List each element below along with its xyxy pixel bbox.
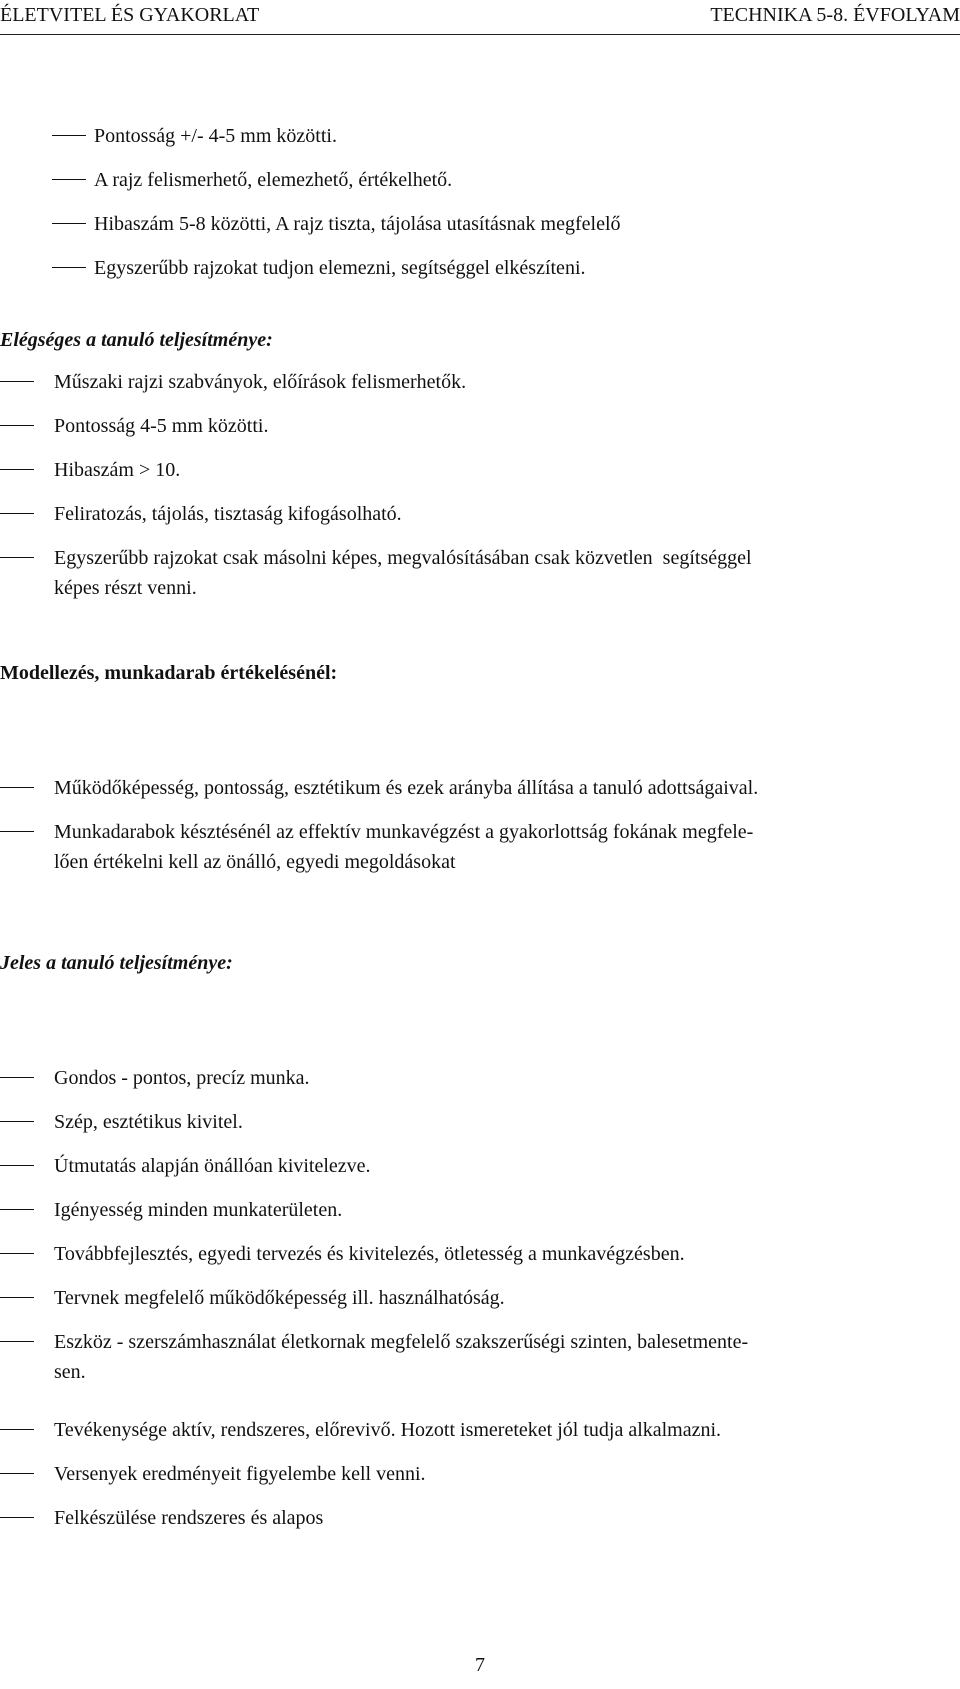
list-item: Működőképesség, pontosság, esztétikum és ezek arányba állítása a tanuló adottságaival. [0,773,960,817]
dash-bullet [52,135,86,136]
dash-bullet [52,223,86,224]
list-item: Gondos - pontos, precíz munka. [0,1063,960,1107]
list-item: Útmutatás alapján önállóan kivitelezve. [0,1151,960,1195]
page-number: 7 [475,1654,485,1676]
criteria-list-jeles [0,1063,960,1547]
list-item: Feliratozás, tájolás, tisztaság kifogásolható. [0,499,960,543]
section-heading-jeles: Jeles a tanuló teljesítménye: [0,952,233,974]
dash-bullet [0,557,34,558]
dash-bullet [0,1077,34,1078]
header-divider [0,34,960,35]
list-item: Pontosság +/- 4-5 mm közötti. [0,121,960,165]
dash-bullet [0,1121,34,1122]
dash-bullet [0,1165,34,1166]
list-item: Tervnek megfelelő működőképesség ill. használhatóság. [0,1283,960,1327]
list-item: Hibaszám 5-8 közötti, A rajz tiszta, tájolása utasításnak megfelelő [0,209,960,253]
list-item: Felkészülése rendszeres és alapos [0,1503,960,1547]
list-item: Egyszerűbb rajzokat tudjon elemezni, segítséggel elkészíteni. [0,253,960,297]
dash-bullet [0,469,34,470]
dash-bullet [0,425,34,426]
list-item: Szép, esztétikus kivitel. [0,1107,960,1151]
list-item: Eszköz - szerszámhasználat életkornak megfelelő szakszerűségi szinten, balesetmente- sen. [0,1327,960,1415]
section-heading-elegseges: Elégséges a tanuló teljesítménye: [0,329,273,351]
dash-bullet [0,831,34,832]
dash-bullet [0,381,34,382]
list-item: Pontosság 4-5 mm közötti. [0,411,960,455]
page-header [0,0,960,36]
criteria-list-continued [0,121,960,297]
list-item: Igényesség minden munkaterületen. [0,1195,960,1239]
dash-bullet [52,267,86,268]
dash-bullet [0,1209,34,1210]
list-item: Versenyek eredményeit figyelembe kell venni. [0,1459,960,1503]
dash-bullet [0,1429,34,1430]
dash-bullet [0,1473,34,1474]
list-item: Hibaszám > 10. [0,455,960,499]
dash-bullet [52,179,86,180]
section-heading-modellezes: Modellezés, munkadarab értékelésénél: [0,662,338,684]
list-item: Munkadarabok késztésénél az effektív munkavégzést a gyakorlottság fokának megfele- lően értékelni kell az önálló, egyedi megoldásokat [0,817,960,877]
list-item: Egyszerűbb rajzokat csak másolni képes, megvalósításában csak közvetlen segítséggel képes részt venni. [0,543,960,603]
list-item: Műszaki rajzi szabványok, előírások felismerhetők. [0,367,960,411]
dash-bullet [0,1297,34,1298]
criteria-list-modellezes [0,773,960,877]
dash-bullet [0,787,34,788]
header-subject: ÉLETVITEL ÉS GYAKORLAT [0,4,260,26]
criteria-list-elegseges [0,367,960,603]
dash-bullet [0,1517,34,1518]
list-item: A rajz felismerhető, elemezhető, értékelhető. [0,165,960,209]
list-item: Tevékenysége aktív, rendszeres, előrevivő. Hozott ismereteket jól tudja alkalmazni. [0,1415,960,1459]
dash-bullet [0,1341,34,1342]
dash-bullet [0,513,34,514]
dash-bullet [0,1253,34,1254]
list-item: Továbbfejlesztés, egyedi tervezés és kivitelezés, ötletesség a munkavégzésben. [0,1239,960,1283]
header-grade: TECHNIKA 5-8. ÉVFOLYAM [710,4,960,26]
